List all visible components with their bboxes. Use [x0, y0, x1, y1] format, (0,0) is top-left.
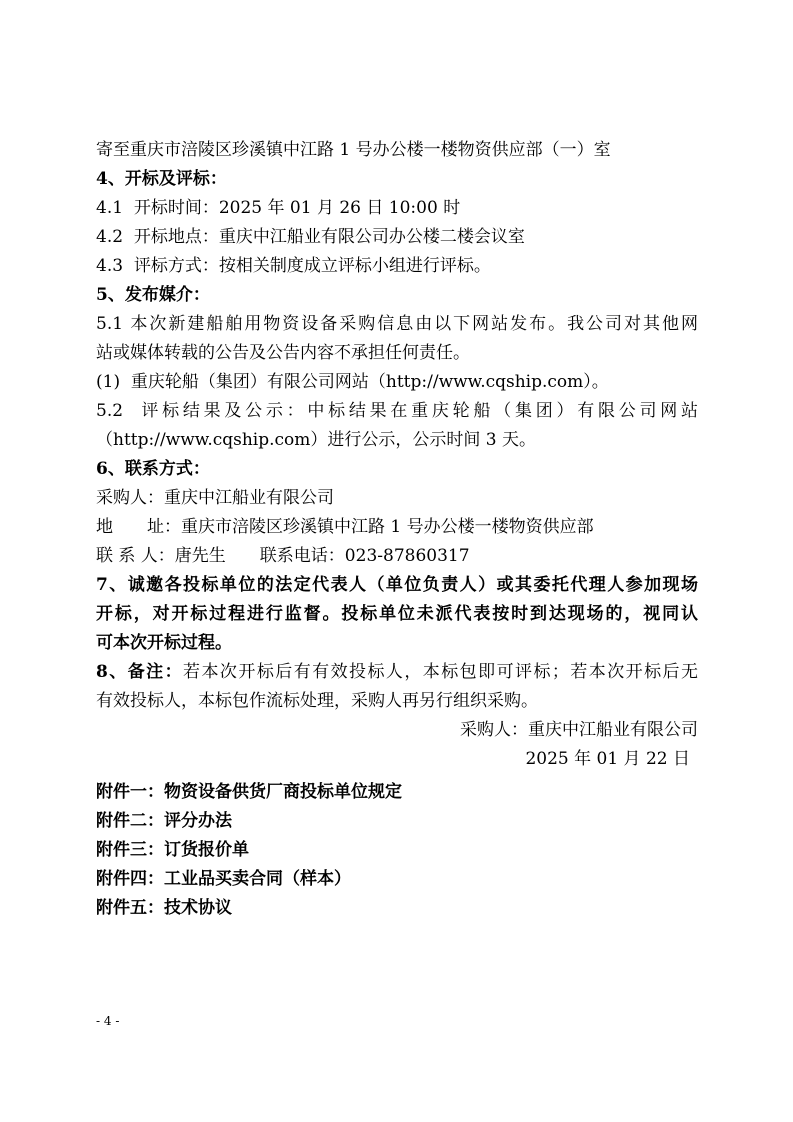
opening-location: 4.2 开标地点：重庆中江船业有限公司办公楼二楼会议室: [96, 227, 525, 247]
website-item: (1) 重庆轮船（集团）有限公司网站（http://www.cqship.com）。: [96, 372, 609, 392]
result-publicity-paragraph: [96, 397, 698, 455]
section-7-line-2: 开标，对开标过程进行监督。投标单位未派代表按时到达现场的，视同认: [96, 604, 698, 624]
page-number: - 4 -: [96, 1014, 120, 1028]
opening-time: 4.1 开标时间：2025 年 01 月 26 日 10:00 时: [96, 198, 461, 218]
section-5-heading: 5、发布媒介：: [96, 285, 210, 305]
section-7-line-3: 可本次开标过程。: [96, 633, 232, 653]
section-7-paragraph: [96, 571, 698, 658]
publication-line-1: 5.1 本次新建船舶用物资设备采购信息由以下网站发布。我公司对其他网: [96, 314, 698, 334]
evaluation-method: 4.3 评标方式：按相关制度成立评标小组进行评标。: [96, 256, 491, 276]
attachment-1: 附件一：物资设备供货厂商投标单位规定: [96, 782, 402, 802]
section-8-text-1: 若本次开标后有有效投标人，本标包即可评标；若本次开标后无: [183, 662, 698, 682]
contact-person: 联 系 人：唐先生 联系电话：023-87860317: [96, 546, 470, 566]
signature-purchaser: 采购人：重庆中江船业有限公司: [460, 720, 698, 740]
publication-line-2: 站或媒体转载的公告及公告内容不承担任何责任。: [96, 343, 470, 363]
attachment-3: 附件三：订货报价单: [96, 840, 249, 860]
signature-date: 2025 年 01 月 22 日: [525, 749, 690, 769]
result-line-2: （http://www.cqship.com）进行公示，公示时间 3 天。: [96, 430, 537, 450]
purchaser-address: 地 址：重庆市涪陵区珍溪镇中江路 1 号办公楼一楼物资供应部: [96, 517, 594, 537]
result-line-1: 5.2 评标结果及公示：中标结果在重庆轮船（集团）有限公司网站: [96, 401, 698, 421]
section-8-line-1: [96, 658, 698, 687]
purchaser-name: 采购人：重庆中江船业有限公司: [96, 488, 334, 508]
section-6-heading: 6、联系方式：: [96, 459, 210, 479]
section-8-line-2: 有效投标人，本标包作流标处理，采购人再另行组织采购。: [96, 691, 538, 711]
section-8-label: 8、备注：: [96, 662, 184, 682]
section-7-line-1: 7、诚邀各投标单位的法定代表人（单位负责人）或其委托代理人参加现场: [96, 575, 698, 595]
attachment-5: 附件五：技术协议: [96, 898, 232, 918]
publication-paragraph: [96, 310, 698, 368]
document-body: [96, 136, 698, 923]
attachment-2: 附件二：评分办法: [96, 811, 232, 831]
section-8-paragraph: [96, 658, 698, 716]
attachment-4: 附件四：工业品买卖合同（样本）: [96, 869, 351, 889]
address-continuation: 寄至重庆市涪陵区珍溪镇中江路 1 号办公楼一楼物资供应部（一）室: [96, 140, 611, 160]
section-4-heading: 4、开标及评标：: [96, 169, 227, 189]
